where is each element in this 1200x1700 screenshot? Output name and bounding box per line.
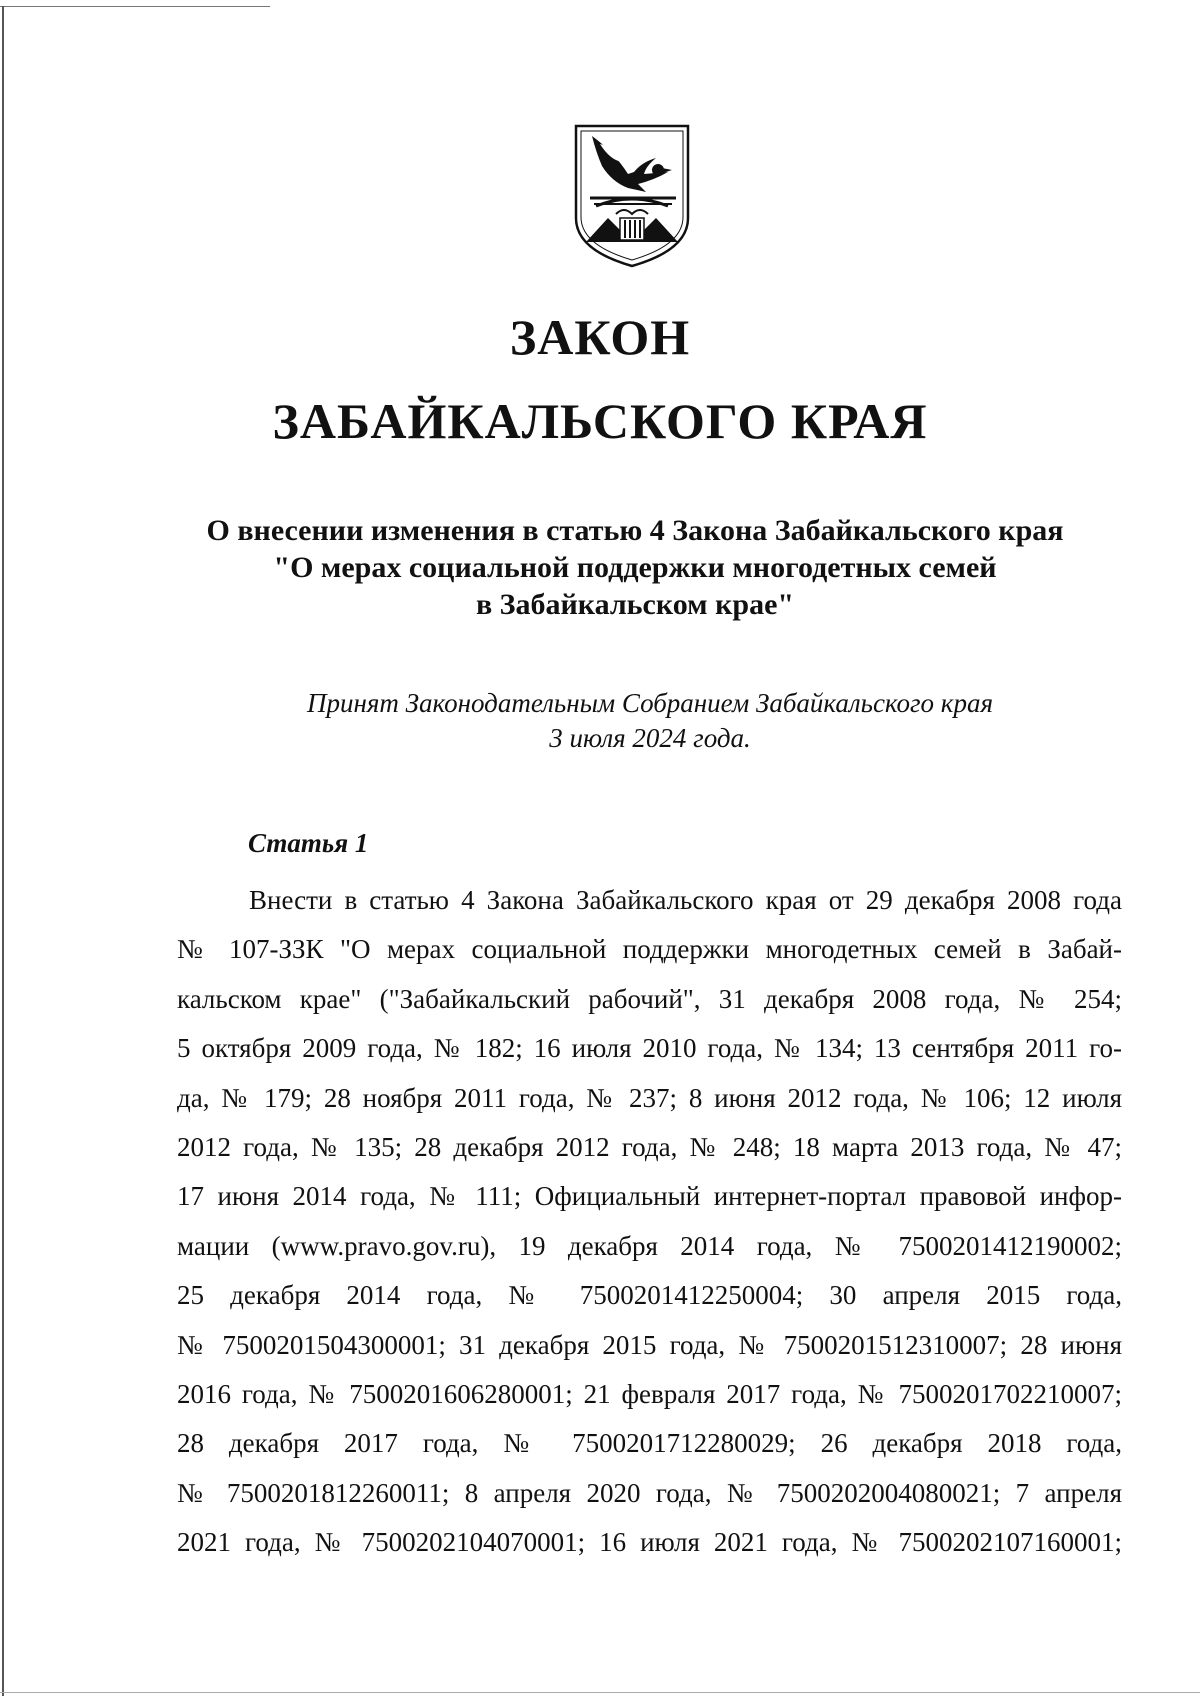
body-line: 2021 года, № 7500202104070001; 16 июля 2021 года, № 7500202107160001; <box>177 1527 1122 1558</box>
coat-of-arms-icon <box>572 122 692 270</box>
body-line: мации (www.pravo.gov.ru), 19 декабря 2014 года, № 7500201412190002; <box>177 1230 1122 1261</box>
body-line: 2016 года, № 7500201606280001; 21 февраля 2017 года, № 7500201702210007; <box>177 1378 1122 1409</box>
adoption-line: Принят Законодательным Собранием Забайкальского края <box>306 688 993 718</box>
body-line: 5 октября 2009 года, № 182; 16 июля 2010 года, № 134; 13 сентября 2011 го- <box>177 1033 1122 1064</box>
body-line: 17 июня 2014 года, № 111; Официальный интернет-портал правовой инфор- <box>177 1181 1122 1212</box>
law-subtitle <box>150 512 1120 623</box>
article-body <box>177 876 1122 1567</box>
subtitle-line: "О мерах социальной поддержки многодетных семей <box>273 551 997 584</box>
body-line: Внести в статью 4 Закона Забайкальского края от 29 декабря 2008 года <box>249 885 1122 915</box>
body-line: 28 декабря 2017 года, № 7500201712280029; 26 декабря 2018 года, <box>177 1428 1122 1459</box>
subtitle-line: в Забайкальском крае" <box>475 588 795 621</box>
body-line: кальском крае" ("Забайкальский рабочий", 31 декабря 2008 года, № 254; <box>177 983 1122 1014</box>
law-region-title: ЗАБАЙКАЛЬСКОГО КРАЯ <box>272 393 928 449</box>
adoption-note <box>200 686 1100 756</box>
body-line: 25 декабря 2014 года, № 7500201412250004; 30 апреля 2015 года, <box>177 1280 1122 1311</box>
body-line: да, № 179; 28 ноября 2011 года, № 237; 8 июня 2012 года, № 106; 12 июля <box>177 1082 1122 1113</box>
law-title: ЗАКОН <box>509 309 691 365</box>
scan-border-left <box>2 6 4 1696</box>
subtitle-line: О внесении изменения в статью 4 Закона Забайкальского края <box>206 514 1064 547</box>
body-line: № 107-ЗЗК "О мерах социальной поддержки многодетных семей в Забай- <box>177 934 1122 965</box>
scan-border-top <box>0 6 270 7</box>
body-line: № 7500201504300001; 31 декабря 2015 года, № 7500201512310007; 28 июня <box>177 1329 1122 1360</box>
body-line: № 7500201812260011; 8 апреля 2020 года, № 7500202004080021; 7 апреля <box>177 1477 1122 1508</box>
scan-border-bottom <box>0 1692 1200 1693</box>
adoption-date: 3 июля 2024 года. <box>549 723 751 753</box>
body-line: 2012 года, № 135; 28 декабря 2012 года, № 248; 18 марта 2013 года, № 47; <box>177 1131 1122 1162</box>
article-heading: Статья 1 <box>248 828 369 858</box>
